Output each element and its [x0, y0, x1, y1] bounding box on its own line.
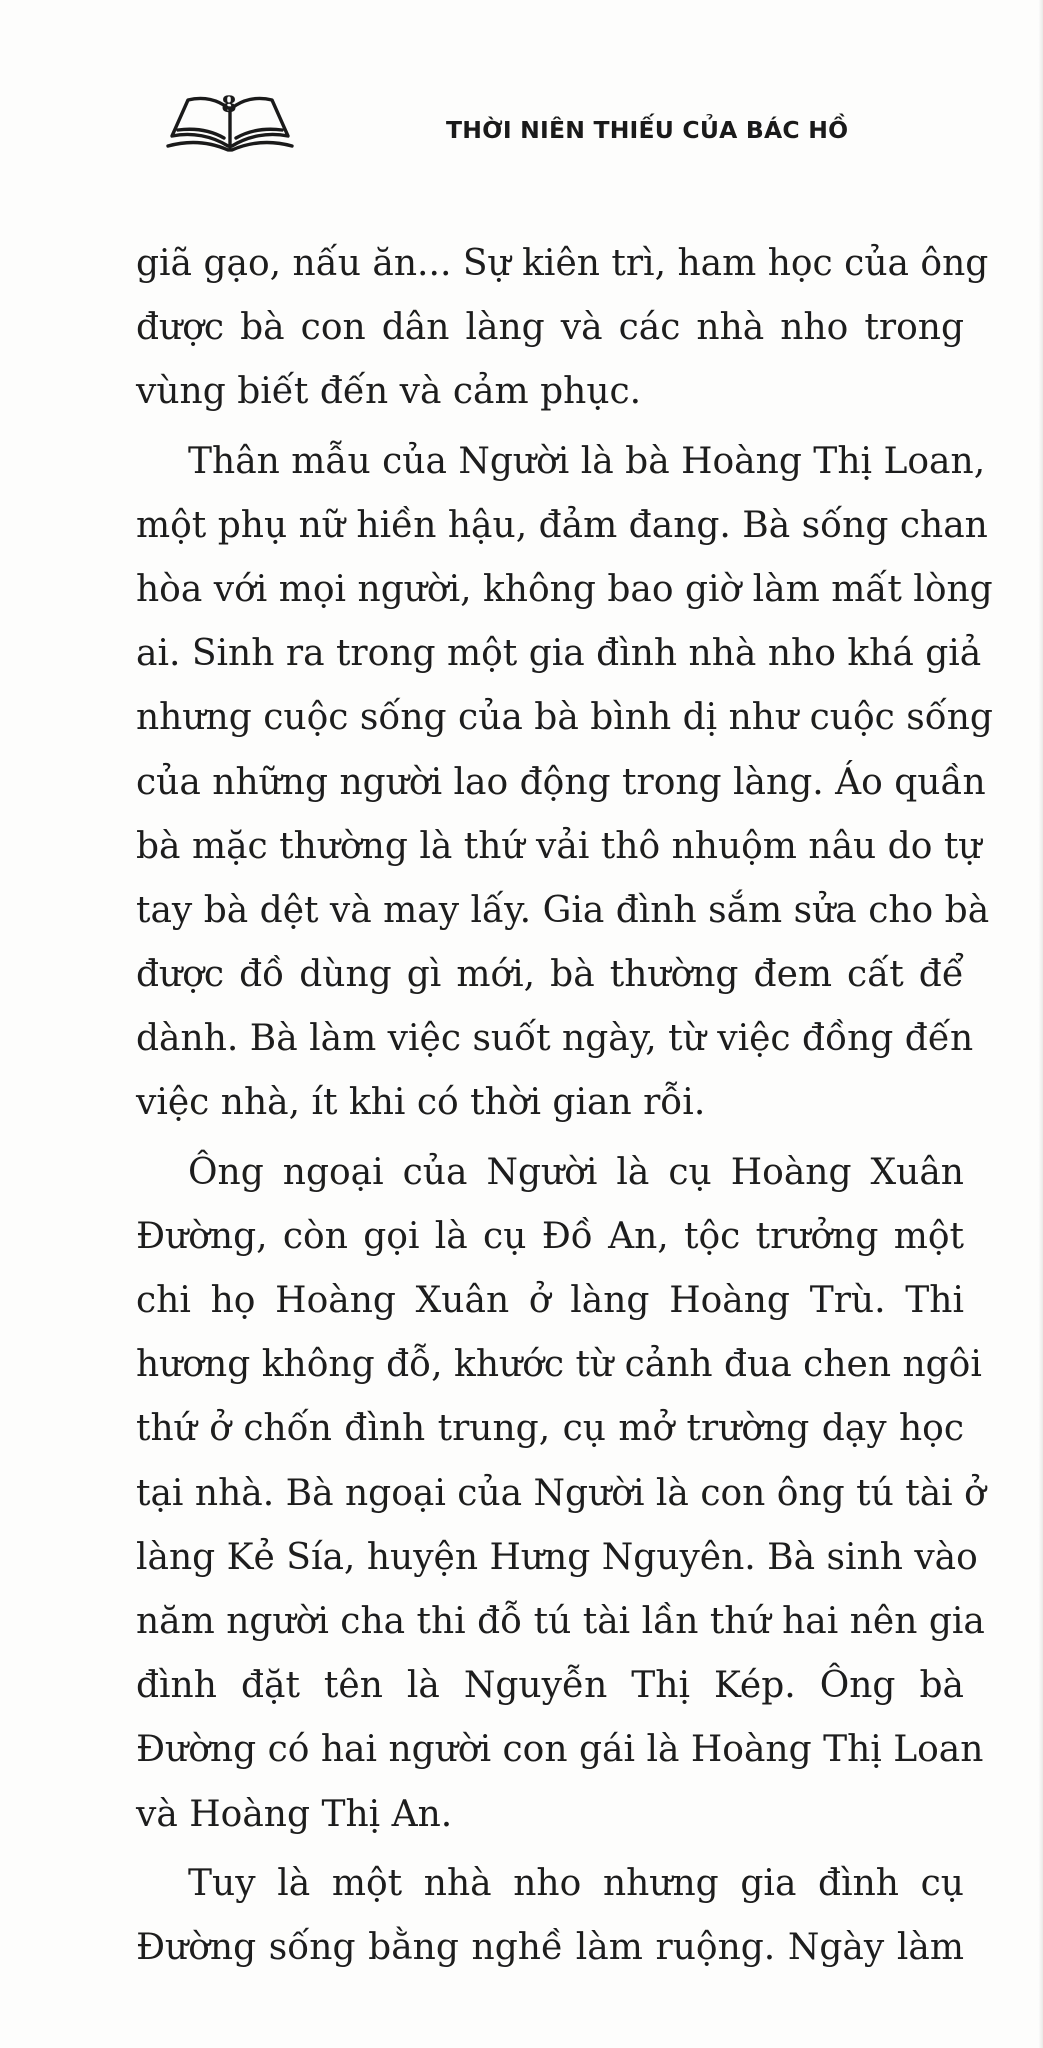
text-line: đình đặt tên là Nguyễn Thị Kép. Ông bà [136, 1665, 964, 1707]
text-line: tại nhà. Bà ngoại của Người là con ông tú tài ở [136, 1472, 986, 1514]
text-line: Thân mẫu của Người là bà Hoàng Thị Loan, [188, 440, 986, 482]
text-line: Tuy là một nhà nho nhưng gia đình cụ [188, 1862, 964, 1904]
text-line: việc nhà, ít khi có thời gian rỗi. [136, 1082, 706, 1124]
text-line: ai. Sinh ra trong một gia đình nhà nho khá giả [136, 633, 982, 675]
text-line: hương không đỗ, khước từ cảnh đua chen ngôi [136, 1344, 982, 1386]
text-line: Đường có hai người con gái là Hoàng Thị Loan [136, 1729, 984, 1771]
text-line: tay bà dệt và may lấy. Gia đình sắm sửa cho bà [136, 889, 990, 931]
text-line: Đường, còn gọi là cụ Đồ An, tộc trưởng một [136, 1215, 964, 1257]
text-line: Đường sống bằng nghề làm ruộng. Ngày làm [136, 1926, 964, 1968]
paragraph [136, 430, 993, 1136]
body-text [136, 232, 993, 1980]
text-line: của những người lao động trong làng. Áo quần [136, 761, 986, 803]
paragraph [136, 232, 989, 425]
paragraph [136, 1852, 964, 1980]
text-line: năm người cha thi đỗ tú tài lần thứ hai nên gia [136, 1600, 985, 1642]
text-line: nhưng cuộc sống của bà bình dị như cuộc sống [136, 697, 993, 739]
text-line: giã gạo, nấu ăn... Sự kiên trì, ham học của ông [136, 243, 989, 284]
text-line: được bà con dân làng và các nhà nho trong [136, 307, 964, 349]
text-line: và Hoàng Thị An. [136, 1793, 453, 1835]
text-line: thứ ở chốn đình trung, cụ mở trường dạy học [136, 1408, 964, 1450]
text-line: được đồ dùng gì mới, bà thường đem cất để [136, 954, 964, 996]
page-number: 8 [221, 92, 237, 118]
text-line: Ông ngoại của Người là cụ Hoàng Xuân [188, 1151, 964, 1193]
text-line: làng Kẻ Sía, huyện Hưng Nguyên. Bà sinh vào [136, 1536, 978, 1578]
paragraph [136, 1141, 986, 1847]
text-line: bà mặc thường là thứ vải thô nhuộm nâu do tự [136, 825, 982, 867]
page-edge [1038, 0, 1043, 2048]
running-title: THỜI NIÊN THIẾU CỦA BÁC HỒ [446, 116, 849, 144]
text-line: một phụ nữ hiền hậu, đảm đang. Bà sống chan [136, 504, 988, 546]
text-line: vùng biết đến và cảm phục. [136, 371, 642, 413]
text-line: hòa với mọi người, không bao giờ làm mất lòng [136, 568, 993, 610]
text-line: dành. Bà làm việc suốt ngày, từ việc đồng đến [136, 1018, 974, 1060]
page-header [0, 90, 1043, 160]
text-line: chi họ Hoàng Xuân ở làng Hoàng Trù. Thi [136, 1280, 964, 1321]
